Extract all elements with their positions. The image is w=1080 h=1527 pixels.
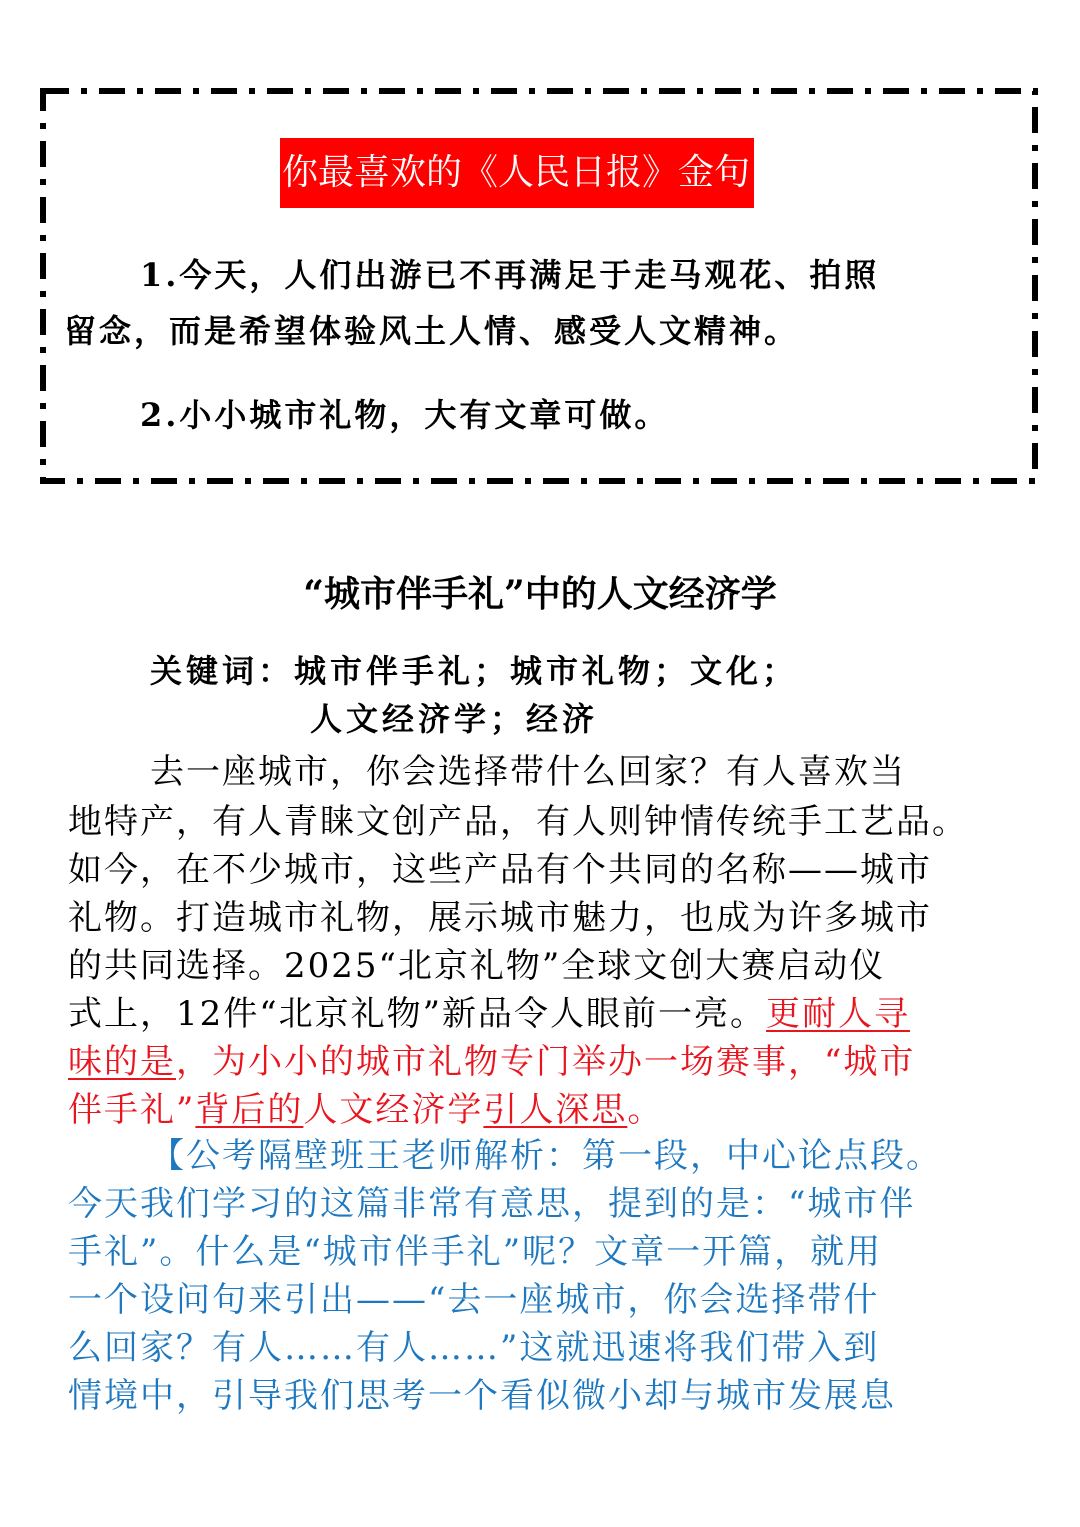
highlight-underlined: 引人深思 [483,1090,628,1130]
highlight-underlined: 味的是 [68,1042,176,1082]
highlight-text: ，为小小的城市礼物专门举办一场赛事，“城市 [176,1042,916,1082]
article-title: “城市伴手礼”中的人文经济学 [303,573,777,615]
analysis-line: 今天我们学习的这篇非常有意思，提到的是：“城市伴 [68,1184,916,1224]
p1-line [68,986,910,1035]
p1-line: 如今，在不少城市，这些产品有个共同的名称——城市 [68,850,932,890]
highlight-underlined: 背后的 [195,1090,304,1130]
p1-line: 地特产，有人青睐文创产品，有人则钟情传统手工艺品。 [68,802,968,842]
analysis-line: 么回家？有人……有人……”这就迅速将我们带入到 [68,1328,880,1368]
quote-1-line-b: 留念，而是希望体验风土人情、感受人文精神。 [64,312,800,350]
quote-1-line-a: 1.今天，人们出游已不再满足于走马观花、拍照 [140,256,880,294]
quote-box [40,88,1038,484]
highlight-text: 。 [627,1090,664,1130]
highlight-text: 伴手礼” [68,1090,196,1130]
p1-text: 式上，12件“北京礼物”新品令人眼前一亮。 [68,994,767,1034]
p1-line [68,1034,915,1083]
analysis-line: 【公考隔壁班王老师解析：第一段，中心论点段。 [150,1136,942,1176]
quote-2: 2.小小城市礼物，大有文章可做。 [140,396,670,434]
analysis-line: 一个设问句来引出——“去一座城市，你会选择带什 [68,1280,880,1320]
analysis-line: 情境中，引导我们思考一个看似微小却与城市发展息 [68,1376,896,1416]
keywords-line-1: 关键词：城市伴手礼；城市礼物；文化； [150,652,799,690]
p1-line: 去一座城市，你会选择带什么回家？有人喜欢当 [150,752,906,792]
highlight-text: 人文经济学 [303,1090,484,1130]
keywords-line-2: 人文经济学；经济 [310,700,599,738]
p1-line: 礼物。打造城市礼物，展示城市魅力，也成为许多城市 [68,898,932,938]
p1-line: 的共同选择。2025“北京礼物”全球文创大赛启动仪 [68,946,886,986]
analysis-line: 手礼”。什么是“城市伴手礼”呢？文章一开篇，就用 [68,1232,883,1272]
p1-line [68,1082,663,1131]
quote-banner: 你最喜欢的《人民日报》金句 [280,138,754,208]
highlight-underlined: 更耐人寻 [766,994,911,1034]
